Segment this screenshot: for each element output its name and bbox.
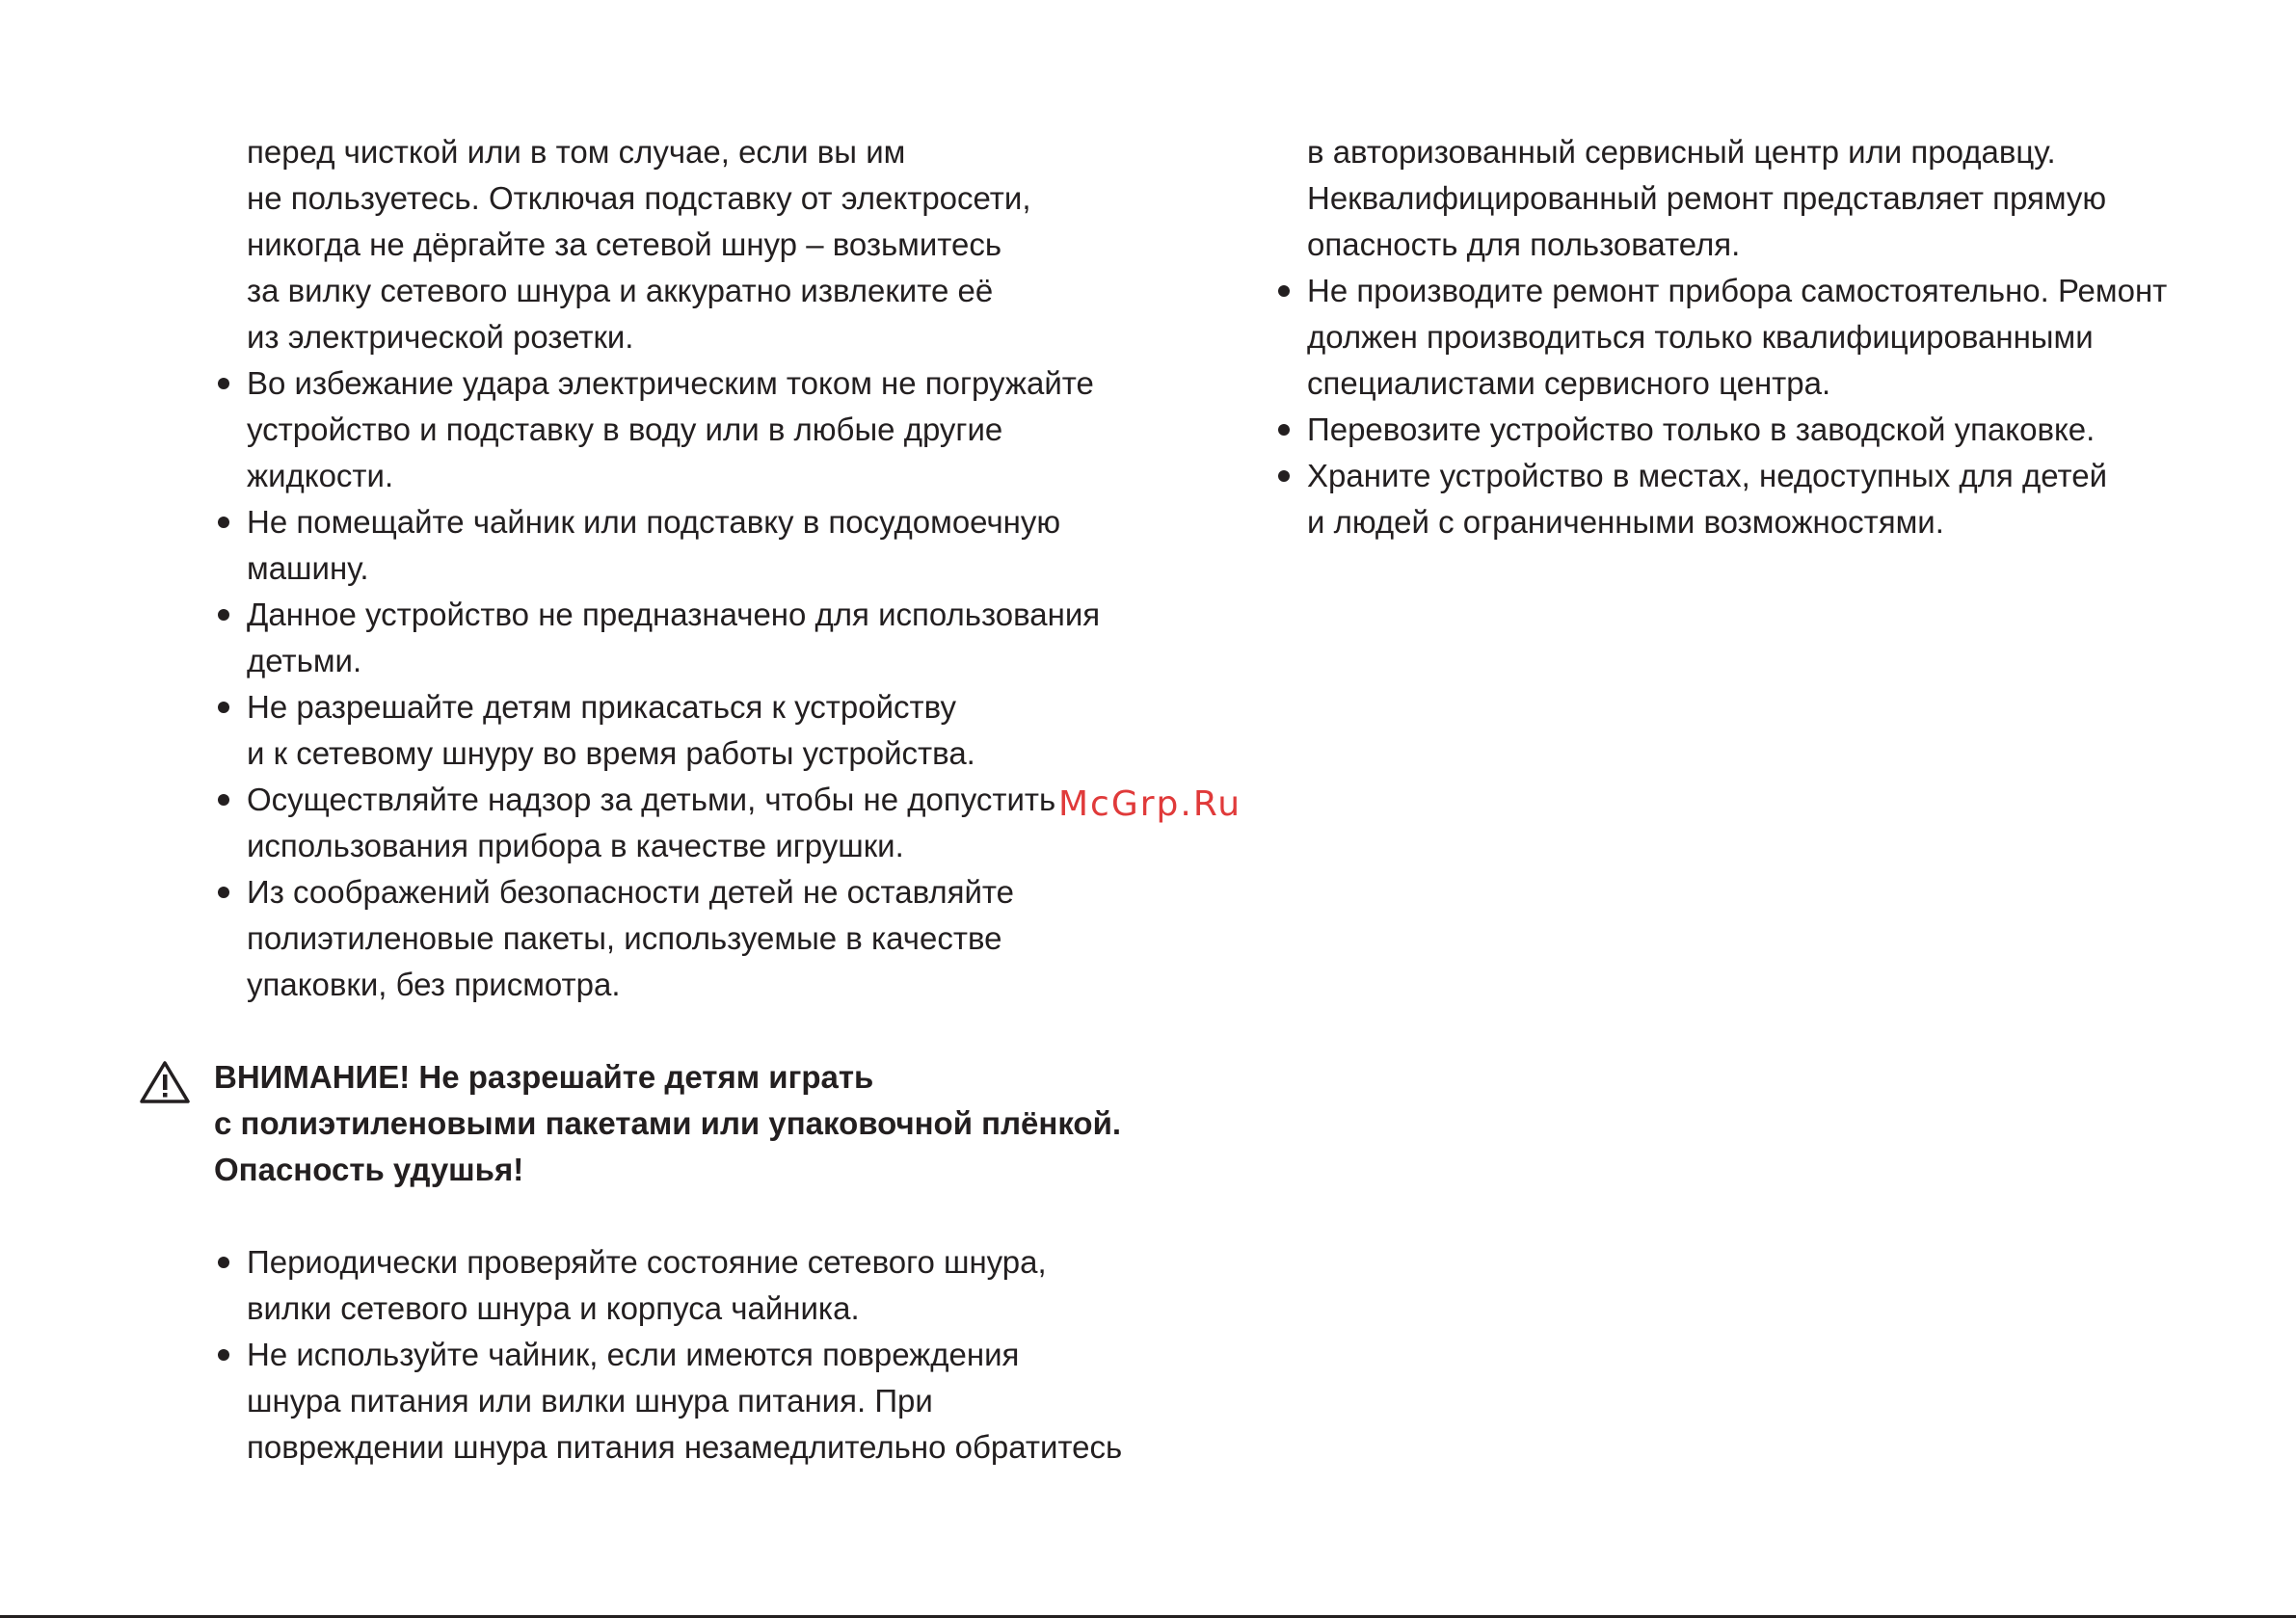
bullet-dot-icon bbox=[218, 517, 229, 528]
bullet-dot-icon bbox=[218, 1257, 229, 1268]
bullet-item bbox=[1274, 407, 2238, 453]
text-line: детьми. bbox=[247, 643, 362, 678]
text-line: Перевозите устройство только в заводской упаковке. bbox=[1307, 411, 2096, 447]
bullet-list bbox=[214, 1239, 1139, 1471]
bullet-item bbox=[214, 777, 1139, 869]
bullet-dot-icon bbox=[218, 887, 229, 898]
text-line: Периодически проверяйте состояние сетевого шнура, bbox=[247, 1244, 1047, 1280]
bullet-dot-icon bbox=[218, 609, 229, 621]
bullet-dot-icon bbox=[218, 378, 229, 389]
text-line: устройство и подставку в воду или в любые другие bbox=[247, 411, 1003, 447]
text-line: жидкости. bbox=[247, 458, 394, 493]
bullet-list bbox=[1274, 268, 2238, 545]
bullet-list bbox=[214, 360, 1139, 1008]
text-line: перед чисткой или в том случае, если вы им bbox=[247, 134, 906, 170]
text-line: упаковки, без присмотра. bbox=[247, 967, 621, 1002]
warning-line: ВНИМАНИЕ! Не разрешайте детям играть bbox=[214, 1059, 874, 1095]
warning-block bbox=[139, 1054, 1139, 1193]
text-line: и к сетевому шнуру во время работы устройства. bbox=[247, 735, 975, 771]
text-line: Из соображений безопасности детей не оставляйте bbox=[247, 874, 1015, 910]
warning-line: с полиэтиленовыми пакетами или упаковочной плёнкой. bbox=[214, 1105, 1122, 1141]
text-line: использования прибора в качестве игрушки. bbox=[247, 828, 904, 863]
text-line: в авторизованный сервисный центр или продавцу. bbox=[1307, 134, 2056, 170]
text-line: Данное устройство не предназначено для использования bbox=[247, 597, 1101, 632]
text-line: должен производиться только квалифицированными bbox=[1307, 319, 2094, 355]
right-column bbox=[1274, 129, 2238, 545]
continued-paragraph bbox=[1274, 129, 2238, 268]
text-line: повреждении шнура питания незамедлительно обратитесь bbox=[247, 1429, 1123, 1465]
text-line: вилки сетевого шнура и корпуса чайника. bbox=[247, 1290, 860, 1326]
text-line: не пользуетесь. Отключая подставку от электросети, bbox=[247, 180, 1031, 216]
text-line: полиэтиленовые пакеты, используемые в качестве bbox=[247, 920, 1002, 956]
text-line: машину. bbox=[247, 550, 369, 586]
text-line: Во избежание удара электрическим током не погружайте bbox=[247, 365, 1094, 401]
bullet-item bbox=[214, 499, 1139, 592]
left-column bbox=[214, 129, 1139, 1471]
bullet-item bbox=[1274, 453, 2238, 545]
watermark: McGrp.Ru bbox=[1058, 784, 1242, 824]
continued-paragraph bbox=[214, 129, 1139, 360]
bullet-item bbox=[214, 360, 1139, 499]
text-line: шнура питания или вилки шнура питания. При bbox=[247, 1383, 933, 1419]
text-line: Не используйте чайник, если имеются повреждения bbox=[247, 1337, 1020, 1372]
bullet-item bbox=[214, 869, 1139, 1008]
text-line: Неквалифицированный ремонт представляет прямую bbox=[1307, 180, 2107, 216]
text-line: Не производите ремонт прибора самостоятельно. Ремонт bbox=[1307, 273, 2168, 308]
bullet-item bbox=[214, 1332, 1139, 1471]
bullet-dot-icon bbox=[1278, 470, 1290, 482]
text-line: Осуществляйте надзор за детьми, чтобы не допустить bbox=[247, 782, 1056, 817]
text-line: специалистами сервисного центра. bbox=[1307, 365, 1831, 401]
text-line: опасность для пользователя. bbox=[1307, 226, 1741, 262]
bullet-item bbox=[214, 1239, 1139, 1332]
bullet-dot-icon bbox=[218, 702, 229, 713]
warning-triangle-icon bbox=[139, 1060, 191, 1104]
bullet-dot-icon bbox=[218, 1349, 229, 1361]
bullet-dot-icon bbox=[1278, 424, 1290, 436]
text-line: из электрической розетки. bbox=[247, 319, 634, 355]
text-line: Не помещайте чайник или подставку в посудомоечную bbox=[247, 504, 1061, 540]
text-line: никогда не дёргайте за сетевой шнур – возьмитесь bbox=[247, 226, 1002, 262]
text-line: Храните устройство в местах, недоступных для детей bbox=[1307, 458, 2108, 493]
text-line: и людей с ограниченными возможностями. bbox=[1307, 504, 1944, 540]
bullet-dot-icon bbox=[218, 794, 229, 806]
bullet-dot-icon bbox=[1278, 285, 1290, 297]
text-line: Не разрешайте детям прикасаться к устройству bbox=[247, 689, 956, 725]
bullet-item bbox=[214, 592, 1139, 684]
text-line: за вилку сетевого шнура и аккуратно извлеките её bbox=[247, 273, 994, 308]
bullet-item bbox=[1274, 268, 2238, 407]
warning-line: Опасность удушья! bbox=[214, 1152, 524, 1187]
bullet-item bbox=[214, 684, 1139, 777]
